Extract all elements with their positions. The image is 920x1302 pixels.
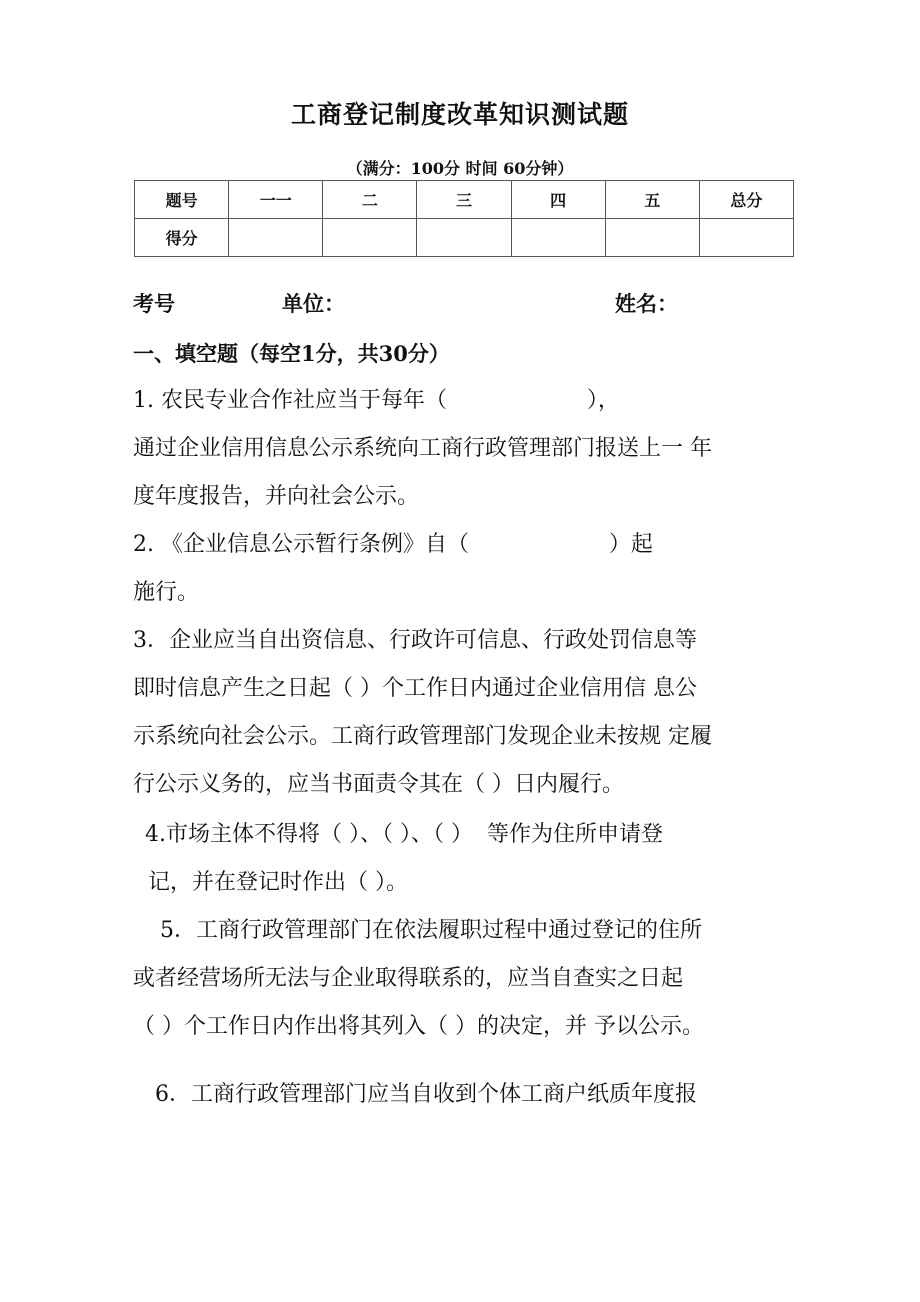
section-heading: 一、填空题（每空1分，共30分）	[133, 341, 450, 366]
question-1-line-3: 度年度报告，并向社会公示。	[133, 484, 420, 509]
name-label: 姓名：	[615, 291, 678, 316]
score-cell	[229, 219, 323, 257]
score-table-header-cell: 五	[605, 181, 699, 219]
score-cell	[417, 219, 511, 257]
score-cell	[323, 219, 417, 257]
exam-number-label: 考号	[133, 291, 175, 316]
score-table	[134, 180, 794, 257]
question-5-line-3: （ ）个工作日内作出将其列入（ ）的决定，并 予以公示。	[133, 1014, 704, 1039]
score-table-header-cell: 二	[323, 181, 417, 219]
question-1-line-2: 通过企业信用信息公示系统向工商行政管理部门报送上一 年	[133, 436, 712, 461]
question-3-line-4: 行公示义务的，应当书面责令其在（ ）日内履行。	[133, 772, 624, 797]
score-table-header-cell: 一一	[229, 181, 323, 219]
score-cell	[511, 219, 605, 257]
score-table-header-cell: 总分	[699, 181, 793, 219]
score-table-header-row	[135, 181, 794, 219]
question-2-line-1: 2. 《企业信息公示暂行条例》自（ ）起	[133, 532, 653, 557]
score-table-header-cell: 题号	[135, 181, 229, 219]
question-1-line-1: 1. 农民专业合作社应当于每年（ ），	[133, 388, 620, 413]
question-5-line-1: 5．工商行政管理部门在依法履职过程中通过登记的住所	[160, 918, 702, 943]
document-subtitle: （满分：100分 时间 60分钟）	[346, 159, 574, 178]
question-2-line-2: 施行。	[133, 580, 200, 605]
score-row-label: 得分	[135, 219, 229, 257]
score-cell	[699, 219, 793, 257]
score-table-header-cell: 三	[417, 181, 511, 219]
question-3-line-1: 3．企业应当自出资信息、行政许可信息、行政处罚信息等	[133, 628, 697, 653]
question-3-line-2: 即时信息产生之日起（ ）个工作日内通过企业信用信 息公	[133, 676, 697, 701]
question-6-line-1: 6．工商行政管理部门应当自收到个体工商户纸质年度报	[155, 1082, 697, 1107]
score-cell	[605, 219, 699, 257]
document-title: 工商登记制度改革知识测试题	[290, 100, 629, 129]
score-table-score-row	[135, 219, 794, 257]
question-4-line-2: 记，并在登记时作出（ ）。	[148, 870, 408, 895]
score-table-header-cell: 四	[511, 181, 605, 219]
unit-label: 单位：	[282, 291, 345, 316]
question-5-line-2: 或者经营场所无法与企业取得联系的，应当自查实之日起	[133, 966, 684, 991]
question-3-line-3: 示系统向社会公示。工商行政管理部门发现企业未按规 定履	[133, 724, 712, 749]
question-4-line-1: 4.市场主体不得将（ ）、（ ）、（ ） 等作为住所申请登	[145, 822, 663, 847]
